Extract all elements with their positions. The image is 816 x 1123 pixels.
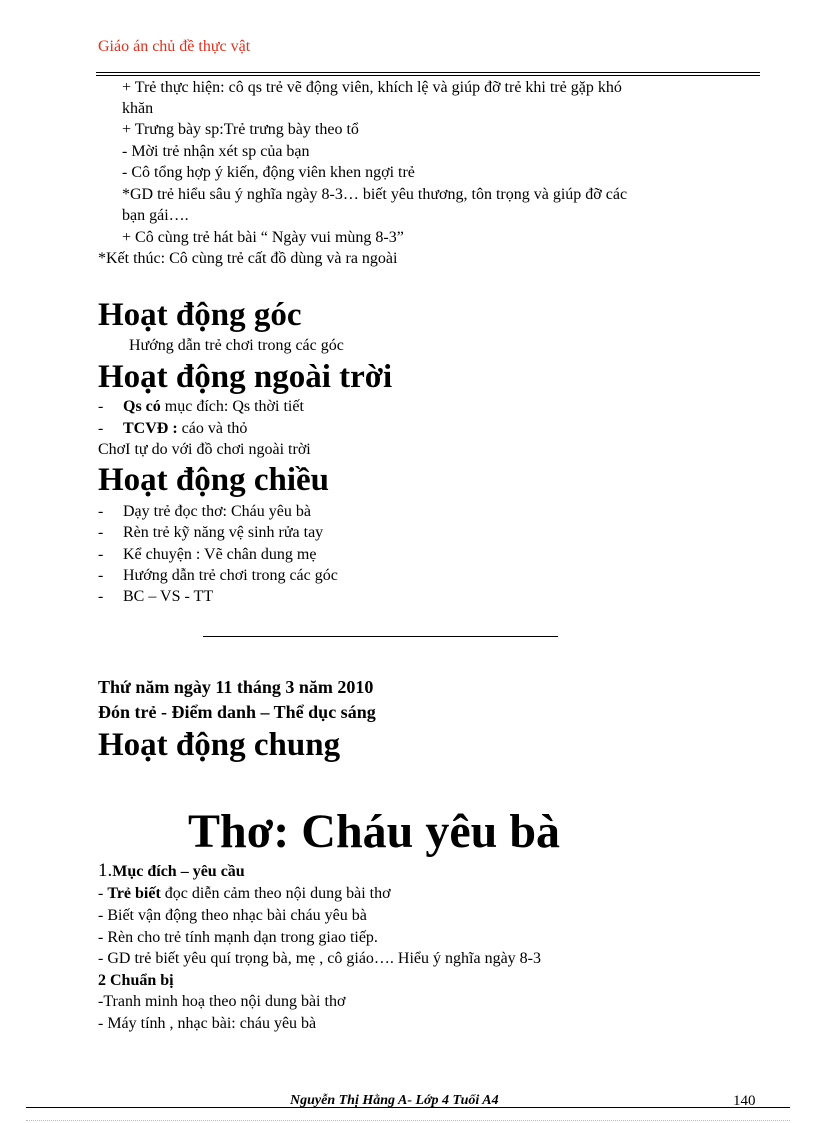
list-item — [98, 523, 323, 543]
bullet-dash: - — [98, 420, 104, 437]
section-1-heading — [98, 861, 245, 882]
list-item — [98, 545, 316, 565]
footer-dotted-rule — [26, 1120, 790, 1121]
bullet-dash: - — [98, 567, 104, 584]
footer-rule — [26, 1107, 790, 1108]
text-line: *Kết thúc: Cô cùng trẻ cất đồ dùng và ra ngoài — [98, 250, 398, 267]
text-line: + Cô cùng trẻ hát bài “ Ngày vui mùng 8-3” — [122, 229, 404, 246]
text-line: - Rèn cho trẻ tính mạnh dạn trong giao tiếp. — [98, 929, 378, 946]
list-item-text: cáo và thỏ — [177, 420, 248, 437]
section-heading-ngoai-troi: Hoạt động ngoài trời — [98, 359, 393, 395]
text-line: - GD trẻ biết yêu quí trọng bà, mẹ , cô giáo…. Hiểu ý nghĩa ngày 8-3 — [98, 950, 541, 967]
page-header-title: Giáo án chủ đề thực vật — [98, 38, 251, 55]
section-title: Mục đích – yêu cầu — [112, 863, 245, 880]
list-item-text: mục đích: Qs thời tiết — [160, 398, 304, 415]
bullet-dash: - — [98, 546, 104, 563]
text-line: *GD trẻ hiểu sâu ý nghĩa ngày 8-3… biết yêu thương, tôn trọng và giúp đỡ các — [122, 186, 628, 203]
bullet-dash: - — [98, 503, 104, 520]
page-number: 140 — [733, 1093, 756, 1109]
text-line: + Trẻ thực hiện: cô qs trẻ vẽ động viên, khích lệ và giúp đỡ trẻ khi trẻ gặp khó — [122, 79, 622, 96]
list-item-text: Hướng dẫn trẻ chơi trong các góc — [123, 567, 338, 584]
list-item-text: BC – VS - TT — [123, 588, 214, 605]
text-line — [98, 884, 391, 904]
section-separator — [203, 636, 558, 637]
text-line: bạn gái…. — [122, 207, 189, 224]
lesson-title: Thơ: Cháu yêu bà — [188, 805, 561, 858]
list-item — [98, 587, 213, 607]
day-date: Thứ năm ngày 11 tháng 3 năm 2010 — [98, 677, 374, 697]
line-text: đọc diễn cảm theo nội dung bài thơ — [160, 885, 391, 902]
list-item-text: Kể chuyện : Vẽ chân dung mẹ — [123, 546, 317, 563]
list-item — [98, 397, 304, 417]
text-line: - Máy tính , nhạc bài: cháu yêu bà — [98, 1015, 317, 1032]
list-item — [98, 566, 338, 586]
free-play-text: ChơI tự do với đồ chơi ngoài trời — [98, 441, 311, 458]
line-bold: Trẻ biết — [107, 885, 161, 902]
text-line: - Mời trẻ nhận xét sp của bạn — [122, 143, 310, 160]
text-line: khăn — [122, 100, 154, 117]
list-item-text: Dạy trẻ đọc thơ: Cháu yêu bà — [123, 503, 311, 520]
section-heading-chung: Hoạt động chung — [98, 727, 341, 763]
day-routine: Đón trẻ - Điểm danh – Thể dục sáng — [98, 702, 376, 722]
line-prefix: - — [98, 885, 108, 902]
text-line: + Trưng bày sp:Trẻ trưng bày theo tổ — [122, 121, 359, 138]
text-line: - Cô tổng hợp ý kiến, động viên khen ngợi trẻ — [122, 164, 415, 181]
header-rule — [96, 72, 760, 73]
list-item-text: Rèn trẻ kỹ năng vệ sinh rửa tay — [123, 524, 324, 541]
section-2-heading: 2 Chuẩn bị — [98, 972, 174, 989]
text-line: - Biết vận động theo nhạc bài cháu yêu bà — [98, 907, 367, 924]
list-item-bold: Qs có — [123, 398, 161, 415]
bullet-dash: - — [98, 588, 104, 605]
list-item — [98, 502, 311, 522]
list-item — [98, 419, 247, 439]
bullet-dash: - — [98, 398, 104, 415]
text-line: -Tranh minh hoạ theo nội dung bài thơ — [98, 993, 346, 1010]
header-rule-double — [96, 75, 760, 76]
section-heading-goc: Hoạt động góc — [98, 297, 302, 333]
section-heading-chieu: Hoạt động chiều — [98, 462, 330, 498]
bullet-dash: - — [98, 524, 104, 541]
footer-signature: Nguyễn Thị Hằng A- Lớp 4 Tuổi A4 — [290, 1093, 499, 1108]
list-item-bold: TCVĐ : — [123, 420, 178, 437]
goc-text: Hướng dẫn trẻ chơi trong các góc — [129, 337, 344, 354]
section-number: 1. — [98, 860, 113, 881]
